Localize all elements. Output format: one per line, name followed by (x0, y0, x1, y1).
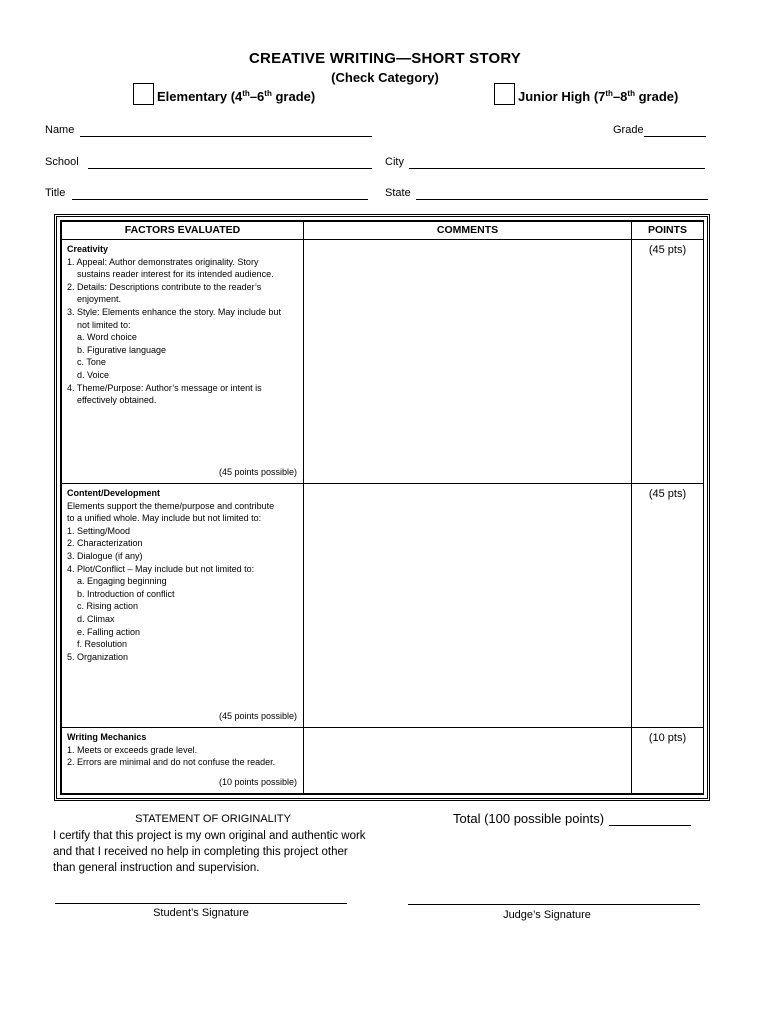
grade-label: Grade (613, 124, 644, 136)
mechanics-line: 1. Meets or exceeds grade level. (67, 744, 198, 755)
total-line[interactable] (609, 812, 691, 826)
mechanics-points[interactable]: (10 pts) (632, 728, 704, 794)
content-line: 1. Setting/Mood (67, 525, 131, 536)
title-label: Title (45, 187, 66, 199)
creativity-line: sustains reader interest for its intended audience. (77, 269, 274, 280)
creativity-line: not limited to: (77, 319, 131, 330)
creativity-line: 3. Style: Elements enhance the story. May include but (67, 306, 281, 317)
creativity-heading: Creativity (67, 244, 109, 254)
elementary-checkbox[interactable] (133, 83, 154, 105)
judge-signature-line[interactable] (408, 904, 700, 905)
originality-text: I certify that this project is my own original and authentic work and that I received no help in completing this project other than general instruction and supervision. (53, 830, 366, 874)
title-field[interactable] (45, 187, 368, 200)
city-label: City (385, 156, 404, 168)
page-title: CREATIVE WRITING—SHORT STORY (249, 50, 521, 67)
creativity-line: a. Word choice (77, 332, 137, 343)
content-line: f. Resolution (77, 639, 128, 650)
mechanics-possible: (10 points possible) (218, 777, 297, 788)
table-row (62, 240, 704, 484)
elementary-label: Elementary (4th–6th grade) (157, 89, 316, 104)
mechanics-heading: Writing Mechanics (67, 732, 147, 742)
originality-title: STATEMENT OF ORIGINALITY (135, 813, 291, 825)
creativity-line: 1. Appeal: Author demonstrates originality. Story (67, 256, 259, 267)
content-line: e. Falling action (77, 626, 141, 637)
header-factors: FACTORS EVALUATED (62, 222, 304, 240)
name-label: Name (45, 124, 75, 136)
creativity-line: b. Figurative language (77, 344, 167, 355)
creativity-line: c. Tone (77, 357, 106, 368)
city-field[interactable] (385, 156, 705, 169)
rubric-frame (54, 214, 710, 801)
creativity-line: 2. Details: Descriptions contribute to the reader’s (67, 281, 262, 292)
content-line: 2. Characterization (67, 538, 143, 549)
total-label: Total (100 possible points) (453, 811, 605, 826)
state-line[interactable] (416, 188, 708, 200)
school-field[interactable] (45, 156, 372, 169)
creativity-line: effectively obtained. (77, 395, 157, 406)
rubric-table (61, 221, 704, 794)
creativity-line: enjoyment. (77, 294, 122, 305)
creativity-possible: (45 points possible) (218, 467, 297, 478)
state-field[interactable] (385, 187, 708, 200)
content-line: to a unified whole. May include but not limited to: (67, 513, 262, 524)
mechanics-factor (62, 728, 304, 794)
content-factor (62, 484, 304, 728)
page-subtitle: (Check Category) (331, 70, 439, 85)
grade-field[interactable] (613, 124, 706, 137)
content-comments[interactable] (304, 484, 632, 728)
name-field[interactable] (45, 124, 372, 137)
student-signature-line[interactable] (55, 903, 347, 904)
header-points: POINTS (632, 222, 704, 240)
content-line: d. Climax (77, 613, 115, 624)
table-row (62, 484, 704, 728)
content-line: 3. Dialogue (if any) (67, 550, 143, 561)
content-line: 4. Plot/Conflict – May include but not limited to: (67, 563, 255, 574)
city-line[interactable] (409, 157, 705, 169)
mechanics-line: 2. Errors are minimal and do not confuse the reader. (67, 757, 276, 768)
creativity-points[interactable]: (45 pts) (632, 240, 704, 484)
state-label: State (385, 187, 411, 199)
creativity-line: 4. Theme/Purpose: Author’s message or intent is (67, 382, 262, 393)
category-junior-high[interactable] (494, 83, 678, 105)
category-elementary[interactable] (133, 83, 315, 105)
school-label: School (45, 156, 79, 168)
junior-high-checkbox[interactable] (494, 83, 515, 105)
total-field[interactable] (453, 811, 691, 826)
content-possible: (45 points possible) (218, 711, 297, 722)
name-line[interactable] (80, 125, 372, 137)
content-line: c. Rising action (77, 601, 139, 612)
student-signature-label: Student’s Signature (153, 907, 249, 919)
judge-signature-label: Judge’s Signature (503, 909, 591, 921)
junior-high-label: Junior High (7th–8th grade) (518, 89, 679, 104)
content-line: a. Engaging beginning (77, 576, 167, 587)
content-points[interactable]: (45 pts) (632, 484, 704, 728)
creativity-factor (62, 240, 304, 484)
creativity-line: d. Voice (77, 369, 110, 380)
school-line[interactable] (88, 157, 372, 169)
mechanics-comments[interactable] (304, 728, 632, 794)
content-line: 5. Organization (67, 651, 129, 662)
content-heading: Content/Development (67, 488, 161, 498)
content-line: b. Introduction of conflict (77, 588, 175, 599)
header-comments: COMMENTS (304, 222, 632, 240)
title-line[interactable] (72, 188, 368, 200)
grade-line[interactable] (644, 125, 706, 137)
creativity-comments[interactable] (304, 240, 632, 484)
content-line: Elements support the theme/purpose and contribute (67, 500, 275, 511)
table-row (62, 728, 704, 794)
